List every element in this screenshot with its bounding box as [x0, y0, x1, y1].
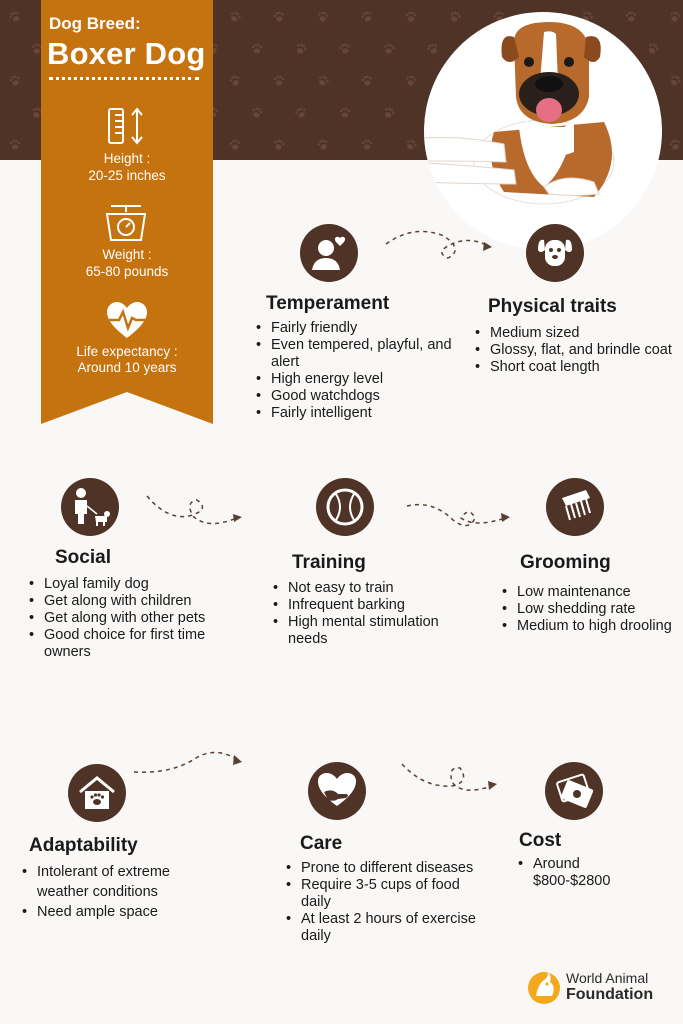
paw-print-icon: [338, 106, 352, 120]
list-item: • Get along with other pets: [29, 610, 249, 627]
temperament-icon-badge: [300, 224, 358, 282]
physical-list: [475, 325, 675, 376]
paw-print-icon: [666, 8, 683, 25]
paw-print-icon: [381, 41, 397, 57]
paw-print-icon: [226, 8, 245, 27]
comb-icon: [546, 478, 604, 536]
breed-banner: [41, 0, 213, 424]
height-ruler-icon: [105, 106, 149, 146]
list-item: • Infrequent barking: [273, 597, 473, 614]
list-item: • Require 3-5 cups of food daily: [286, 877, 476, 911]
logo-text-line2: Foundation: [566, 986, 654, 1003]
cost-list: [518, 856, 638, 890]
paw-print-icon: [623, 9, 639, 25]
paw-print-icon: [292, 40, 311, 59]
paw-print-icon: [271, 9, 288, 26]
money-icon: [545, 762, 603, 820]
list-item: • Good choice for first time owners: [29, 627, 249, 661]
cost-icon-badge: [545, 762, 603, 820]
list-item: • Even tempered, playful, and alert: [256, 337, 456, 371]
life-label: Life expectancy :: [76, 344, 178, 359]
paw-print-icon: [248, 104, 265, 121]
list-item: • Not easy to train: [273, 580, 473, 597]
paw-print-icon: [315, 9, 331, 25]
height-value: 20-25 inches: [88, 168, 166, 183]
list-item: • Medium sized: [475, 325, 675, 342]
foundation-logo-icon: [526, 966, 562, 1006]
dashed-arrow: [400, 760, 500, 800]
house-paw-icon: [68, 764, 126, 822]
temperament-title: Temperament: [266, 293, 390, 314]
grooming-title: Grooming: [520, 552, 611, 573]
social-icon-badge: [61, 478, 119, 536]
paw-print-icon: [402, 136, 421, 155]
list-item: • Loyal family dog: [29, 576, 249, 593]
physical-icon-badge: [526, 224, 584, 282]
paw-print-icon: [665, 71, 683, 90]
social-title: Social: [55, 547, 111, 568]
paw-print-icon: [403, 73, 419, 89]
social-list: [29, 576, 249, 661]
list-item: • Low maintenance: [502, 584, 672, 601]
height-label: Height :: [103, 151, 151, 166]
paw-print-icon: [360, 138, 374, 152]
paw-print-icon: [404, 10, 419, 25]
dashed-arrow: [384, 222, 496, 266]
list-item: • Medium to high drooling: [502, 618, 672, 635]
paw-print-icon: [8, 138, 22, 152]
paw-print-icon: [643, 39, 662, 58]
paw-print-icon: [358, 8, 377, 27]
list-item: • Short coat length: [475, 359, 675, 376]
training-title: Training: [292, 552, 366, 573]
list-item: • Glossy, flat, and brindle coat: [475, 342, 675, 359]
care-title: Care: [300, 833, 343, 854]
list-item: • Fairly intelligent: [256, 405, 456, 422]
paw-print-icon: [250, 42, 264, 56]
list-item: • Around $800-$2800: [518, 856, 638, 890]
adaptability-list: [22, 862, 222, 922]
paw-print-icon: [359, 73, 376, 90]
list-item: • High energy level: [256, 371, 456, 388]
list-item: • Low shedding rate: [502, 601, 672, 618]
weight-label: Weight :: [102, 247, 152, 262]
world-animal-foundation-logo: [526, 966, 676, 1010]
grooming-icon-badge: [546, 478, 604, 536]
list-item: • Fairly friendly: [256, 320, 456, 337]
hands-heart-icon: [308, 762, 366, 820]
paw-print-icon: [6, 72, 23, 89]
paw-print-icon: [380, 104, 399, 123]
list-item: • Need ample space: [22, 902, 222, 922]
paw-print-icon: [270, 136, 287, 153]
cost-title: Cost: [519, 830, 562, 851]
paw-print-icon: [314, 72, 333, 91]
paw-print-icon: [292, 104, 310, 122]
paw-print-icon: [5, 7, 24, 26]
life-value: Around 10 years: [77, 360, 177, 375]
paw-print-icon: [446, 8, 464, 26]
grooming-list: [502, 584, 672, 635]
dotted-divider: [49, 77, 199, 80]
training-list: [273, 580, 473, 648]
breed-label: Dog Breed:: [49, 14, 141, 33]
paw-print-icon: [424, 40, 443, 59]
list-item: • High mental stimulation needs: [273, 614, 473, 648]
dashed-arrow: [405, 498, 515, 534]
weight-value: 65-80 pounds: [85, 264, 169, 279]
dashed-arrow: [145, 490, 245, 534]
care-icon-badge: [308, 762, 366, 820]
training-icon-badge: [316, 478, 374, 536]
paw-print-icon: [272, 74, 286, 88]
logo-text-line1: World Animal: [566, 970, 649, 986]
temperament-list: [256, 320, 456, 422]
dog-photo: [424, 12, 662, 250]
breed-name: Boxer Dog: [47, 36, 206, 71]
weight-scale-icon: [103, 200, 149, 242]
person-walking-dog-icon: [61, 478, 119, 536]
heartbeat-icon: [105, 300, 149, 340]
list-item: • Good watchdogs: [256, 388, 456, 405]
list-item: • Intolerant of extreme weather conditions: [22, 862, 222, 902]
ball-icon: [316, 478, 374, 536]
paw-print-icon: [227, 137, 243, 153]
boxer-dog-illustration: [424, 12, 662, 250]
dog-face-icon: [526, 224, 584, 282]
adaptability-icon-badge: [68, 764, 126, 822]
paw-print-icon: [337, 41, 354, 58]
dashed-arrow: [132, 744, 246, 780]
adaptability-title: Adaptability: [29, 835, 138, 856]
care-list: [286, 860, 476, 945]
list-item: • At least 2 hours of exercise daily: [286, 911, 476, 945]
paw-print-icon: [666, 136, 683, 153]
physical-title: Physical traits: [488, 296, 617, 317]
paw-print-icon: [314, 136, 332, 154]
paw-print-icon: [226, 72, 244, 90]
list-item: • Prone to different diseases: [286, 860, 476, 877]
list-item: • Get along with children: [29, 593, 249, 610]
person-heart-icon: [300, 224, 358, 282]
